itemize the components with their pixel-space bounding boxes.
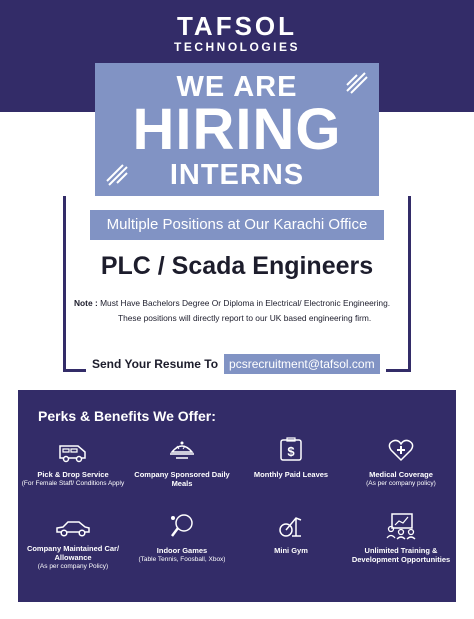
note-block <box>74 296 404 326</box>
perk-item <box>346 436 456 488</box>
hero-line-hiring: HIRING <box>132 97 342 162</box>
perk-item <box>127 512 237 564</box>
perk-note: (For Female Staff/ Conditions Apply <box>21 480 125 487</box>
hiring-banner <box>95 63 379 196</box>
perk-note: (As per company Policy) <box>37 563 109 570</box>
role-title: PLC / Scada Engineers <box>100 252 374 280</box>
hero-line-we-are: WE ARE <box>176 71 298 103</box>
note-label: Note : <box>74 298 98 308</box>
hero-line-interns: INTERNS <box>169 159 305 191</box>
van-icon <box>58 440 88 464</box>
perk-item <box>236 436 346 480</box>
perk-item <box>346 512 456 565</box>
medical-icon <box>387 436 415 464</box>
perk-label: Monthly Paid Leaves <box>253 470 329 479</box>
perk-label: Mini Gym <box>274 546 308 555</box>
perk-label: Unlimited Training & Development Opportunities <box>351 546 451 564</box>
car-icon <box>55 518 91 538</box>
perks-title: Perks & Benefits We Offer: <box>38 408 216 424</box>
perk-item <box>236 512 346 556</box>
svg-text:$: $ <box>287 444 295 459</box>
company-logo <box>0 12 474 54</box>
perk-item <box>18 440 128 488</box>
gym-icon <box>277 512 305 540</box>
perk-note: (Table Tennis, Foosball, Xbox) <box>138 556 226 563</box>
positions-banner: Multiple Positions at Our Karachi Office <box>90 210 384 240</box>
perk-label: Pick & Drop Service <box>37 470 109 479</box>
perks-panel <box>18 390 456 602</box>
perk-label: Company Maintained Car/ Allowance <box>26 544 120 562</box>
logo-subtitle: TECHNOLOGIES <box>173 40 300 54</box>
perk-label: Medical Coverage <box>369 470 433 479</box>
send-resume <box>86 352 386 376</box>
email-link[interactable]: pcsrecruitment@tafsol.com <box>224 354 380 374</box>
note-line-1: Must Have Bachelors Degree Or Diploma in Electrical/ Electronic Engineering. <box>100 298 391 308</box>
note-line-2: These positions will directly report to our UK based engineering firm. <box>118 313 372 323</box>
logo-name: TAFSOL <box>176 11 298 41</box>
table-tennis-icon <box>168 512 196 540</box>
send-label: Send Your Resume To <box>92 357 219 371</box>
meal-icon <box>168 436 196 464</box>
perk-item <box>18 518 128 571</box>
training-icon <box>386 512 416 540</box>
perk-item <box>127 436 237 489</box>
perk-label: Company Sponsored Daily Meals <box>134 470 230 488</box>
perk-note: (As per company policy) <box>366 480 436 487</box>
perk-label: Indoor Games <box>156 546 208 555</box>
money-icon <box>278 436 304 464</box>
